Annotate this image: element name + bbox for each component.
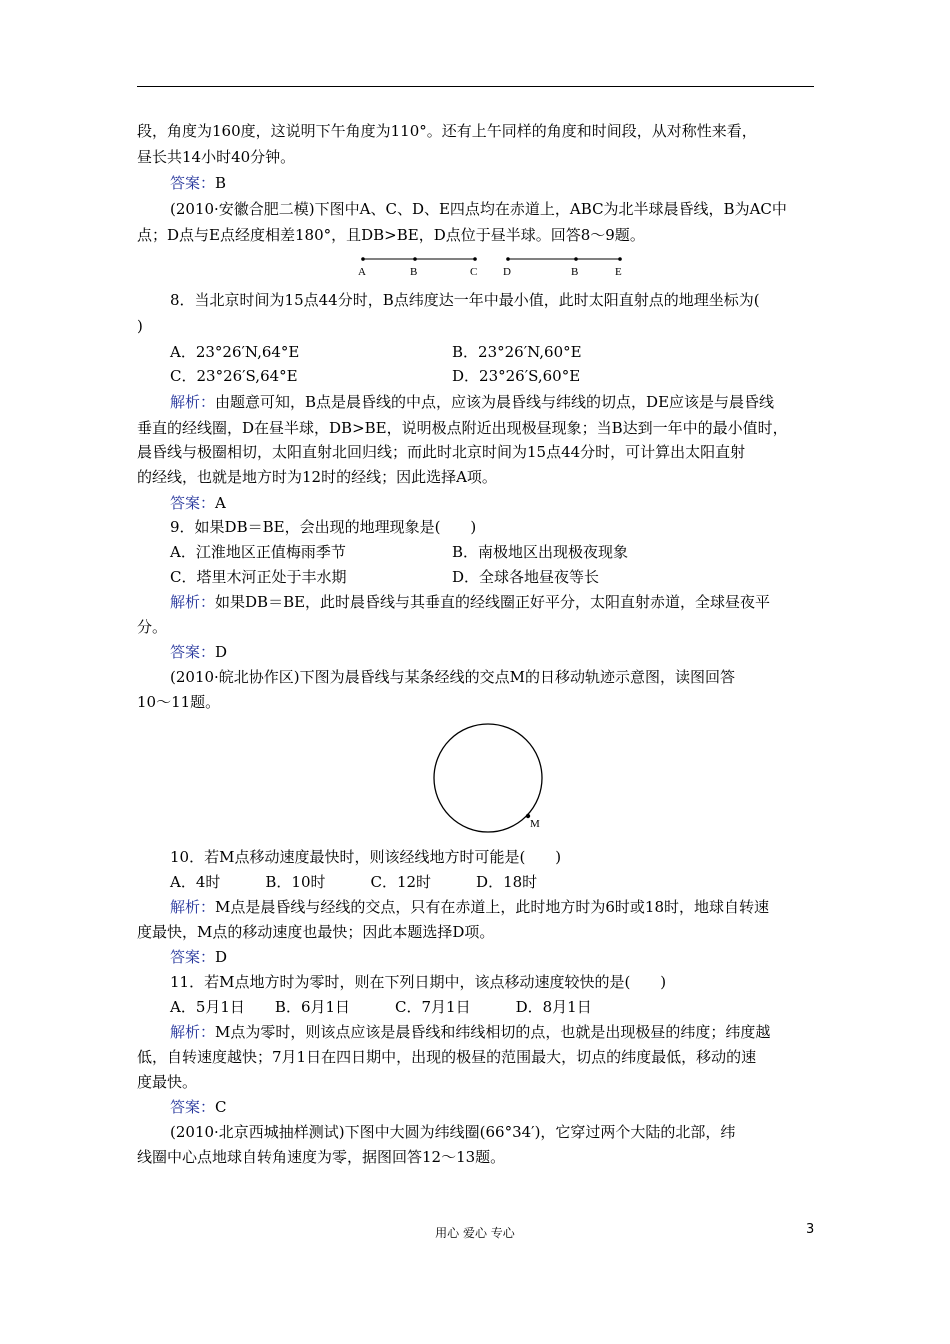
page-number: 3	[806, 1222, 815, 1237]
answer-label: 答案：	[170, 643, 216, 661]
answer-label: 答案：	[170, 494, 216, 512]
point-b2	[574, 257, 578, 261]
intro-line: 10～11题。	[137, 693, 221, 711]
option-d: D．23°26′S,60°E	[452, 367, 581, 385]
analysis-9: 解析：如果DB＝BE，此时晨昏线与其垂直的经线圈正好平分，太阳直射赤道，全球昼夜平	[170, 593, 771, 611]
option-d: D．全球各地昼夜等长	[452, 568, 600, 586]
answer-label: 答案：	[170, 948, 216, 966]
analysis-line: 分。	[137, 618, 168, 636]
analysis-11: 解析：M点为零时，则该点应该是晨昏线和纬线相切的点，也就是出现极昼的纬度；纬度越	[170, 1023, 771, 1041]
analysis-line: 度最快。	[137, 1073, 198, 1091]
answer-value: B	[215, 174, 227, 192]
analysis-10: 解析：M点是晨昏线与经线的交点，只有在赤道上，此时地方时为6时或18时，地球自转速	[170, 898, 770, 916]
option-a: A．23°26′N,64°E	[170, 343, 300, 361]
analysis-line: 的经线，也就是地方时为12时的经线；因此选择A项。	[137, 468, 497, 486]
answer-7	[170, 171, 226, 195]
answer-11	[170, 1095, 227, 1119]
analysis-line: 晨昏线与极圈相切，太阳直射北回归线；而此时北京时间为15点44分时，可计算出太阳直射	[137, 443, 746, 461]
point-e	[618, 257, 622, 261]
paragraph-line: 昼长共14小时40分钟。	[137, 148, 296, 166]
option-b: B．南极地区出现极夜现象	[452, 543, 629, 561]
question-10: 10．若M点移动速度最快时，则该经线地方时可能是( )	[170, 848, 562, 866]
analysis-line: 度最快，M点的移动速度也最快；因此本题选择D项。	[137, 923, 495, 941]
option-c: C．23°26′S,64°E	[170, 367, 298, 385]
point-b	[413, 257, 417, 261]
answer-9	[170, 640, 227, 664]
question-8-cont: )	[137, 317, 143, 335]
paragraph-line: 段，角度为160度，这说明下午角度为110°。还有上午同样的角度和时间段，从对称性来看，	[137, 122, 757, 140]
question-9: 9．如果DB＝BE，会出现的地理现象是( )	[170, 518, 477, 536]
question-10-options: A．4时 B．10时 C．12时 D．18时	[170, 873, 538, 891]
analysis-label: 解析：	[170, 393, 216, 411]
label-m: M	[530, 818, 540, 830]
option-b: B．23°26′N,60°E	[452, 343, 582, 361]
intro-line: (2010·皖北协作区)下图为晨昏线与某条经线的交点M的日移动轨迹示意图，读图回答	[170, 668, 736, 686]
question-11: 11．若M点地方时为零时，则在下列日期中，该点移动速度较快的是( )	[170, 973, 667, 991]
label-b2: B	[571, 266, 579, 278]
point-d	[506, 257, 510, 261]
point-a	[361, 257, 365, 261]
question-8: 8．当北京时间为15点44分时，B点纬度达一年中最小值，此时太阳直射点的地理坐标为(	[170, 291, 760, 309]
label-a: A	[358, 266, 366, 278]
analysis-label: 解析：	[170, 593, 216, 611]
label-b: B	[410, 266, 418, 278]
answer-label: 答案：	[170, 174, 216, 192]
answer-value: C	[215, 1098, 227, 1116]
circle-trajectory-figure	[425, 715, 555, 839]
header-rule	[137, 86, 814, 87]
page-footer: 用心 爱心 专心	[435, 1226, 515, 1240]
answer-8	[170, 491, 226, 515]
label-e: E	[615, 266, 622, 278]
trajectory-circle	[434, 724, 542, 832]
answer-value: D	[215, 643, 228, 661]
answer-value: D	[215, 948, 228, 966]
question-11-options: A．5月1日 B．6月1日 C．7月1日 D．8月1日	[170, 998, 592, 1016]
intro-line: (2010·安徽合肥二模)下图中A、C、D、E四点均在赤道上，ABC为北半球晨昏线，B为AC中	[170, 200, 787, 218]
analysis-line: 低，自转速度越快；7月1日在四日期中，出现的极昼的范围最大，切点的纬度最低，移动的速	[137, 1048, 757, 1066]
point-c	[473, 257, 477, 261]
answer-10	[170, 945, 227, 969]
label-d: D	[503, 266, 511, 278]
analysis-label: 解析：	[170, 898, 216, 916]
terminator-line-figure	[350, 252, 640, 280]
intro-line: 点；D点与E点经度相差180°，且DB>BE，D点位于昼半球。回答8～9题。	[137, 226, 645, 244]
answer-value: A	[215, 494, 226, 512]
analysis-8: 解析：由题意可知，B点是晨昏线的中点，应该为晨昏线与纬线的切点，DE应该是与晨昏线	[170, 393, 775, 411]
option-a: A．江淮地区正值梅雨季节	[170, 543, 346, 561]
intro-line: 线圈中心点地球自转角速度为零，据图回答12～13题。	[137, 1148, 506, 1166]
analysis-label: 解析：	[170, 1023, 216, 1041]
label-c: C	[470, 266, 478, 278]
option-c: C．塔里木河正处于丰水期	[170, 568, 347, 586]
answer-label: 答案：	[170, 1098, 216, 1116]
intro-line: (2010·北京西城抽样测试)下图中大圆为纬线圈(66°34′)，它穿过两个大陆的北部，纬	[170, 1123, 736, 1141]
analysis-line: 垂直的经线圈，D在昼半球，DB>BE，说明极点附近出现极昼现象；当B达到一年中的最小值时，	[137, 419, 788, 437]
